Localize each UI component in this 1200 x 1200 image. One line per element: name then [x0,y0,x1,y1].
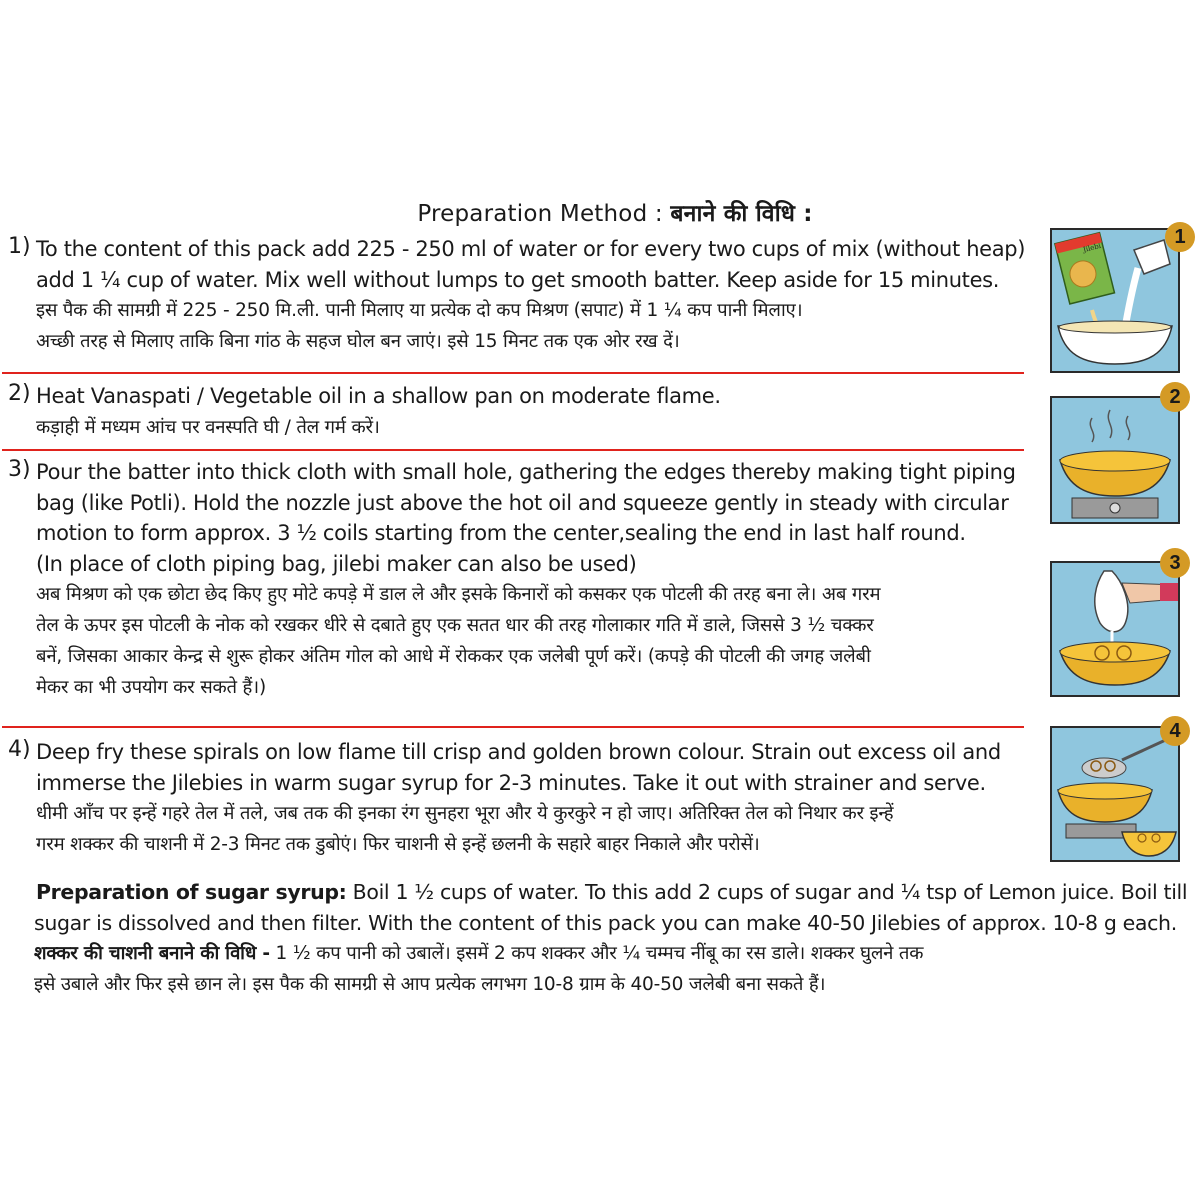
step-4-illustration [1050,726,1180,862]
step-4-english-line-2: immerse the Jilebies in warm sugar syrup for 2-3 minutes. Take it out with strainer and serve. [36,770,986,795]
step-1-badge: 1 [1165,222,1195,252]
step-3-hindi-line-1: अब मिश्रण को एक छोटा छेद किए हुए मोटे कपड़े में डाल ले और इसके किनारों को कसकर एक पोटली की तरह बना ले। अब गरम [36,584,881,605]
title-english: Preparation Method : [417,201,663,227]
step-number: 1) [8,234,31,259]
syrup-english-line-2: sugar is dissolved and then filter. With the content of this pack you can make 40-50 Jilebies of approx. 10-8 g each. [34,910,1177,935]
step-1 [8,234,1038,357]
step-1-hindi-line-1: इस पैक की सामग्री में 225 - 250 मि.ली. पानी मिलाए या प्रत्येक दो कप मिश्रण (सपाट) में 1 ¼ कप पानी मिलाए। [36,300,803,321]
syrup-hindi-line-2: इसे उबाले और फिर इसे छान ले। इस पैक की सामग्री से आप प्रत्येक लगभग 10-8 ग्राम के 40-50 जलेबी बना सकते हैं। [34,974,826,995]
step-4-badge: 4 [1160,716,1190,746]
step-number: 3) [8,457,31,482]
step-2-illustration [1050,396,1180,524]
step-3-english-line-3: motion to form approx. 3 ½ coils starting from the center,sealing the end in last half round. [36,521,966,545]
step-3-english-line-2: bag (like Potli). Hold the nozzle just above the hot oil and squeeze gently in steady with circular [36,490,1009,515]
pack-label: Jilebi [1082,241,1102,254]
step-3 [8,457,1038,703]
step-4 [8,737,1038,860]
heating-oil-image [1052,398,1178,522]
step-3-english-line-1: Pour the batter into thick cloth with small hole, gathering the edges thereby making tight piping [36,460,1016,484]
step-4-english-line-1: Deep fry these spirals on low flame till crisp and golden brown colour. Strain out excess oil and [36,740,1001,764]
step-3-illustration [1050,561,1180,697]
step-3-hindi-line-4: मेकर का भी उपयोग कर सकते हैं।) [36,677,266,698]
title-hindi: बनाने की विधि : [670,201,813,227]
step-2-hindi-line-1: कड़ाही में मध्यम आंच पर वनस्पति घी / तेल गर्म करें। [36,416,380,438]
step-3-hindi-line-2: तेल के ऊपर इस पोटली के नोक को रखकर धीरे से दबाते हुए एक सतत धार की तरह गोलाकार गति में डाले, जिससे 3 ½ चक्कर [36,615,874,636]
step-1-english-line-1: To the content of this pack add 225 - 250 ml of water or for every two cups of mix (without heap) [36,237,1026,261]
page-title [0,196,1200,228]
divider-2 [2,449,1024,451]
syrup-english-label: Preparation of sugar syrup: [36,880,347,904]
step-number: 4) [8,737,31,762]
frying-jilebi-image [1052,728,1178,860]
step-4-hindi-line-1: धीमी आँच पर इन्हें गहरे तेल में तले, जब तक की इनका रंग सुनहरा भूरा और ये कुरकुरे न हो जाए। अतिरिक्त तेल को निथार कर इन्हें [36,803,894,824]
divider-1 [2,372,1024,374]
step-4-hindi-line-2: गरम शक्कर की चाशनी में 2-3 मिनट तक डुबोएं। फिर चाशनी से इन्हें छलनी के सहारे बाहर निकाले और परोसें। [36,834,760,855]
step-1-hindi-line-2: अच्छी तरह से मिलाए ताकि बिना गांठ के सहज घोल बन जाएं। इसे 15 मिनट तक एक ओर रख दें। [36,331,680,352]
pouring-water-image [1052,230,1178,371]
syrup-english-line-1 [36,877,1196,908]
step-1-english-line-2: add 1 ¼ cup of water. Mix well without lumps to get smooth batter. Keep aside for 15 minutes. [36,267,1000,292]
syrup-english-text-1: Boil 1 ½ cups of water. To this add 2 cups of sugar and ¼ tsp of Lemon juice. Boil till [346,880,1188,904]
syrup-hindi-text-1: 1 ½ कप पानी को उबालें। इसमें 2 कप शक्कर और ¼ चम्मच नींबू का रस डाले। शक्कर घुलने तक [269,943,924,964]
step-2-english-line-1: Heat Vanaspati / Vegetable oil in a shallow pan on moderate flame. [36,384,721,408]
step-2 [8,381,1038,443]
step-2-badge: 2 [1160,382,1190,412]
step-1-illustration [1050,228,1180,373]
step-number: 2) [8,381,31,406]
piping-batter-image [1052,563,1178,695]
step-3-hindi-line-3: बनें, जिसका आकार केन्द्र से शुरू होकर अंतिम गोल को आधे में रोककर एक जलेबी पूर्ण करें। (कपड़े की पोटली की जगह जलेबी [36,646,871,667]
step-3-badge: 3 [1160,548,1190,578]
divider-3 [2,726,1024,728]
sugar-syrup-section [36,877,1196,1000]
syrup-hindi-label: शक्कर की चाशनी बनाने की विधि - [34,943,270,964]
step-3-english-line-4: (In place of cloth piping bag, jilebi maker can also be used) [36,551,637,576]
syrup-hindi-line-1 [34,938,1196,969]
